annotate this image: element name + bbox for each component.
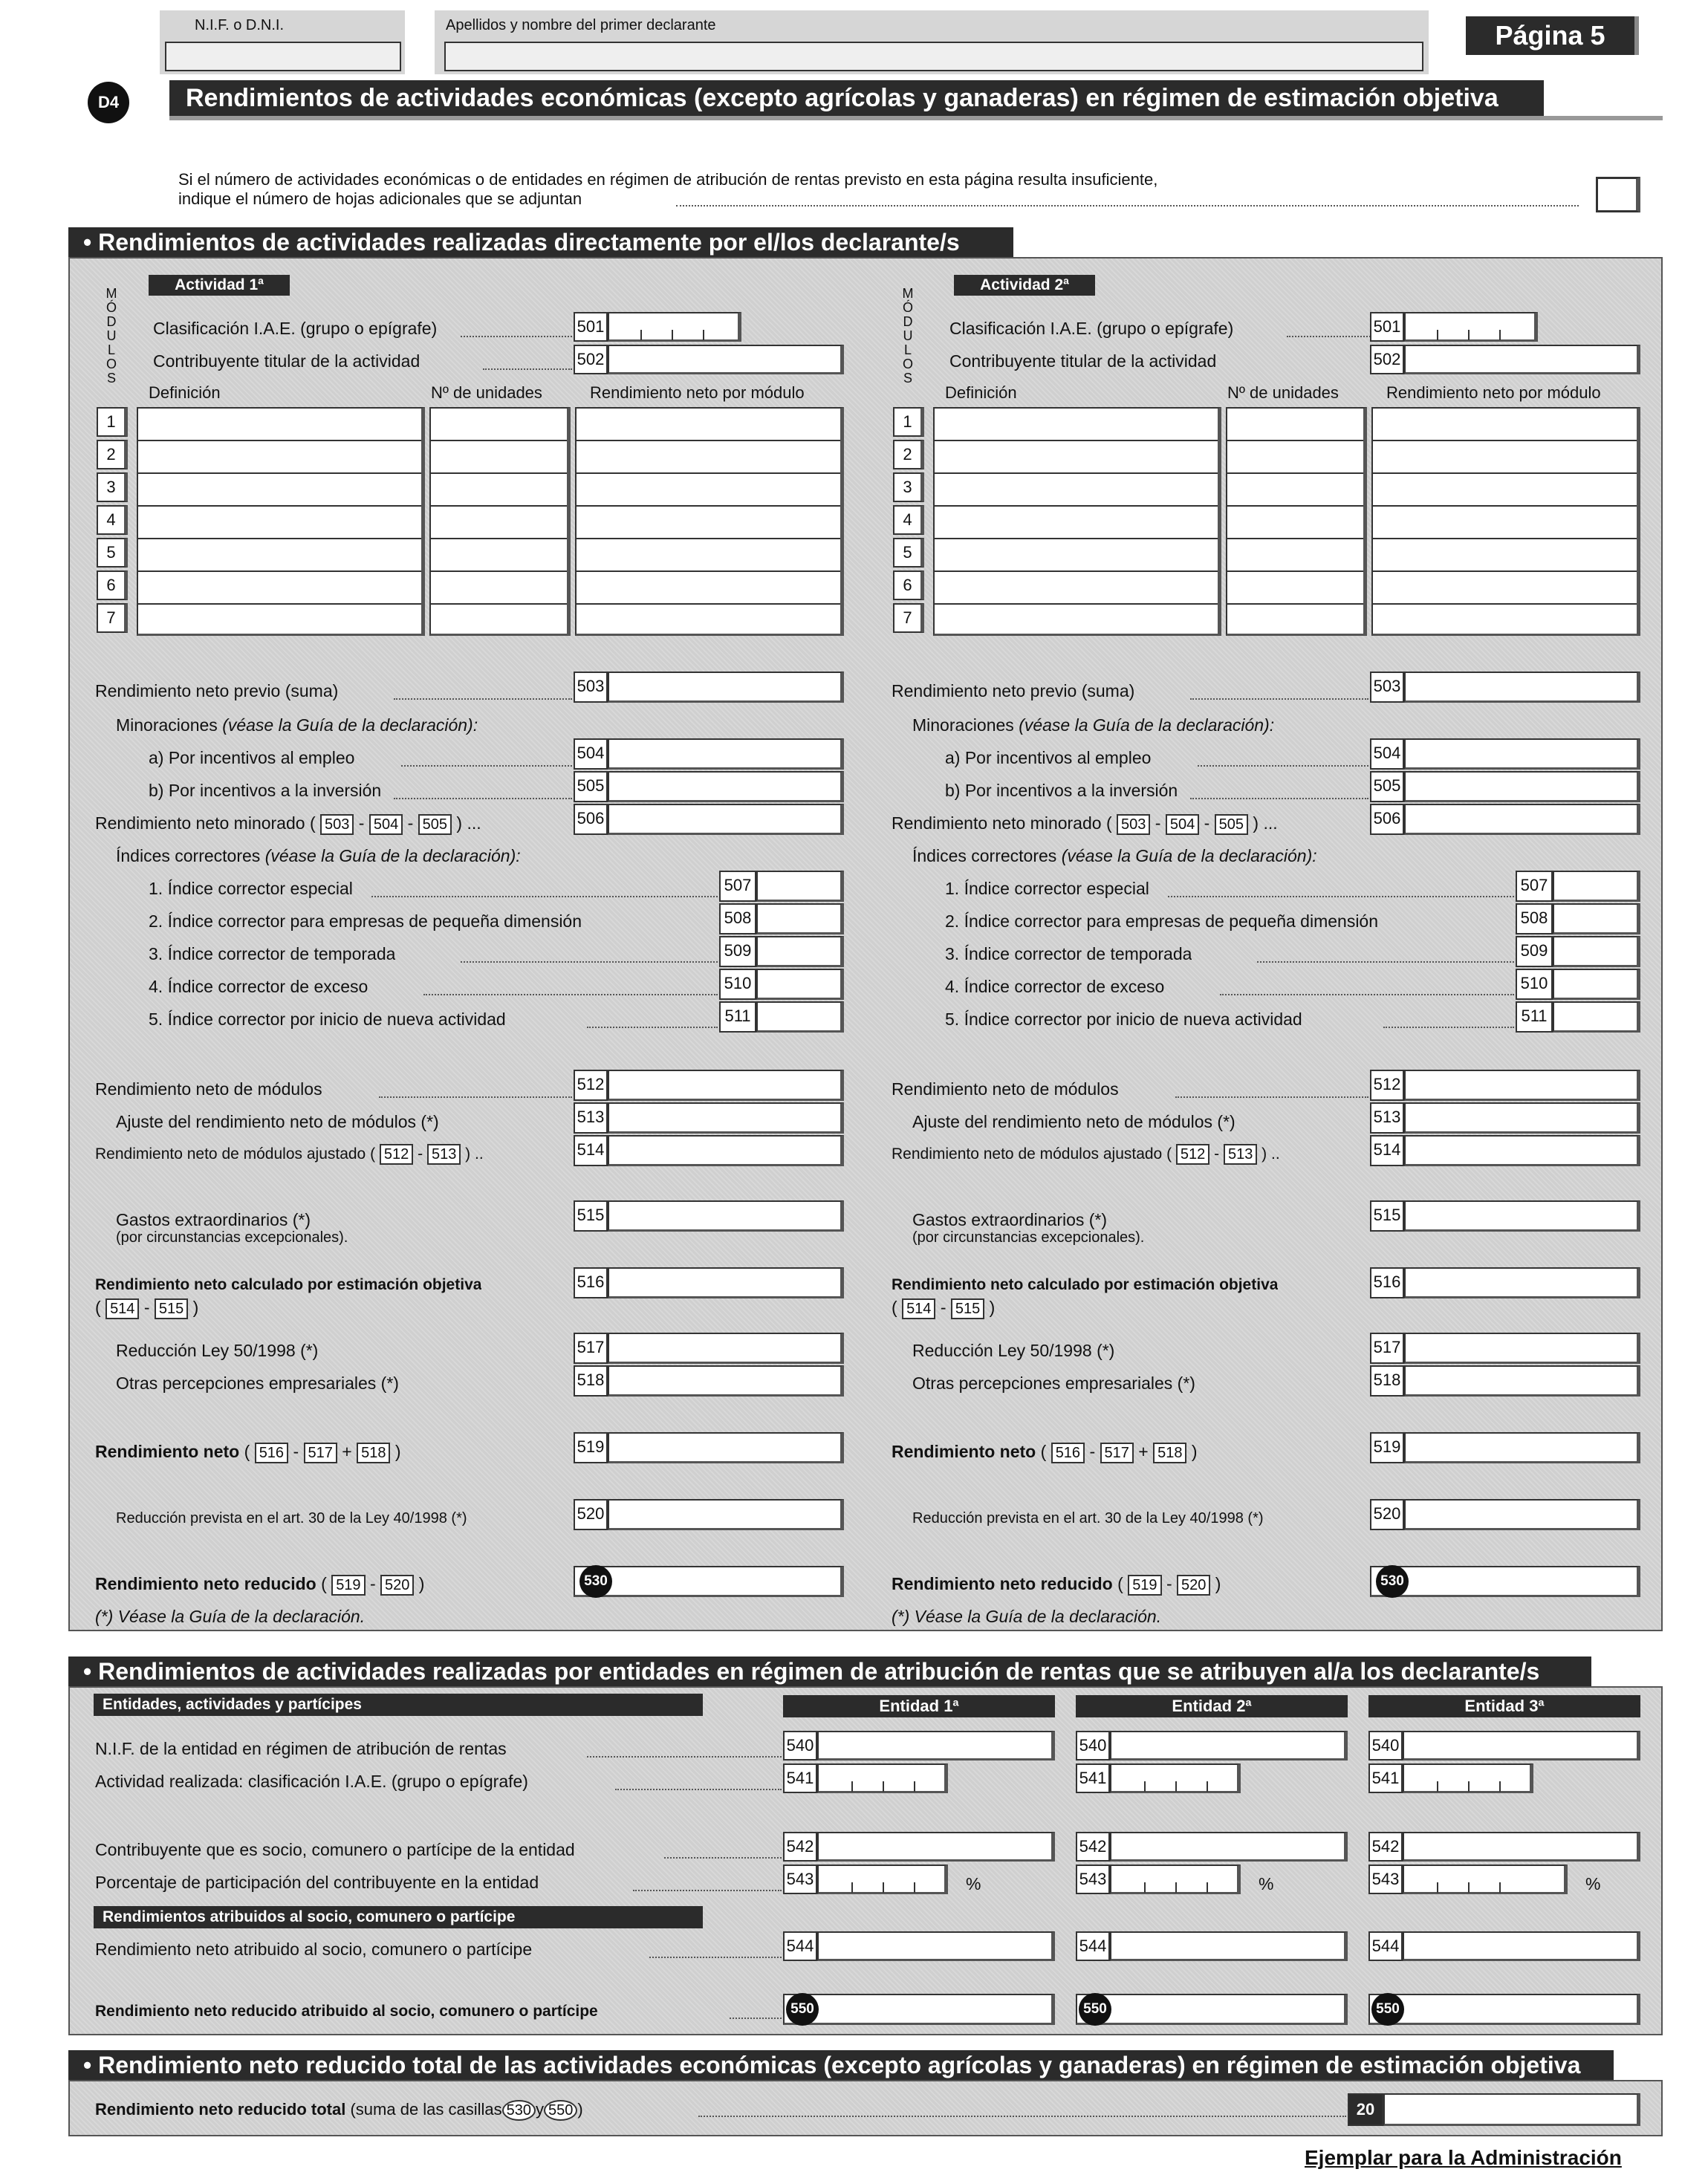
- reduccion-ley-label: Reducción Ley 50/1998 (*): [116, 1341, 319, 1360]
- code-530-badge: 530: [579, 1565, 612, 1598]
- code-544: 544: [1368, 1931, 1403, 1961]
- module-row-number: 4: [97, 505, 128, 535]
- code-540: 540: [783, 1731, 817, 1761]
- otras-label: Otras percepciones empresariales (*): [912, 1373, 1195, 1393]
- module-row-number: 3: [893, 472, 924, 502]
- definicion-column-field[interactable]: [137, 407, 425, 636]
- entity1-fields: [783, 0, 1080, 2080]
- code-517: 517: [1370, 1333, 1404, 1364]
- minoraciones-label: Minoraciones (véase la Guía de la declaración):: [912, 715, 1275, 735]
- idx3-label: 3. Índice corrector de temporada: [149, 944, 396, 963]
- entity-atribuido-label: Rendimiento neto atribuido al socio, comunero o partícipe: [95, 1940, 533, 1959]
- calculado-label: Rendimiento neto calculado por estimación objetiva: [892, 1276, 1279, 1293]
- code-513: 513: [574, 1102, 608, 1134]
- code-543: 543: [1076, 1864, 1110, 1894]
- percent-sign: %: [1259, 1874, 1274, 1893]
- code-540: 540: [1076, 1731, 1110, 1761]
- col-unidades: Nº de unidades: [431, 383, 542, 402]
- minorado-label: Rendimiento neto minorado ( 503 - 504 - 505 ) ...: [95, 813, 481, 835]
- code-520: 520: [574, 1499, 608, 1530]
- name-label: Apellidos y nombre del primer declarante: [446, 17, 716, 33]
- code-502: 502: [574, 345, 608, 374]
- code-541: 541: [1368, 1763, 1403, 1793]
- code-518: 518: [574, 1365, 608, 1397]
- titular-label: Contribuyente titular de la actividad: [949, 351, 1217, 371]
- entity-atribuido-field[interactable]: [1110, 1931, 1348, 1961]
- entity3-header: Entidad 3ª: [1368, 1695, 1640, 1717]
- module-row-number: 1: [97, 407, 128, 437]
- code-530-badge: 530: [1376, 1565, 1409, 1598]
- idx1-label: 1. Índice corrector especial: [149, 879, 353, 898]
- entity-atribuido-field[interactable]: [817, 1931, 1055, 1961]
- entity-nif-field[interactable]: [1110, 1731, 1348, 1761]
- code-544: 544: [1076, 1931, 1110, 1961]
- code-518: 518: [1370, 1365, 1404, 1397]
- entity2-header: Entidad 2ª: [1076, 1695, 1348, 1717]
- reducido-label: Rendimiento neto reducido ( 519 - 520 ): [95, 1573, 424, 1596]
- module-row-number: 5: [893, 538, 924, 568]
- idx2-label: 2. Índice corrector para empresas de pequeña dimensión: [149, 911, 582, 931]
- idx5-label: 5. Índice corrector por inicio de nueva actividad: [945, 1010, 1302, 1029]
- code-509: 509: [719, 936, 756, 967]
- empleo-label: a) Por incentivos al empleo: [149, 748, 355, 767]
- otras-label: Otras percepciones empresariales (*): [116, 1373, 399, 1393]
- code-541: 541: [783, 1763, 817, 1793]
- code-514: 514: [574, 1135, 608, 1166]
- code-506: 506: [574, 804, 608, 835]
- modulos-label: Rendimiento neto de módulos: [95, 1079, 322, 1099]
- idx4-label: 4. Índice corrector de exceso: [149, 977, 368, 996]
- bullet-icon: •: [83, 1658, 92, 1685]
- minoraciones-label: Minoraciones (véase la Guía de la declaración):: [116, 715, 478, 735]
- idx3-label: 3. Índice corrector de temporada: [945, 944, 1192, 963]
- code-543: 543: [783, 1864, 817, 1894]
- code-505: 505: [1370, 771, 1404, 802]
- module-row-number: 1: [893, 407, 924, 437]
- code-503: 503: [1370, 672, 1404, 703]
- iae-label: Clasificación I.A.E. (grupo o epígrafe): [153, 319, 438, 338]
- code-506: 506: [1370, 804, 1404, 835]
- reducido-label: Rendimiento neto reducido ( 519 - 520 ): [892, 1573, 1221, 1596]
- section3-title: [68, 2050, 1614, 2080]
- code-508: 508: [1516, 903, 1553, 934]
- code-550-badge: 550: [1371, 1993, 1404, 2026]
- previo-label: Rendimiento neto previo (suma): [95, 681, 339, 700]
- entity-reducido-field[interactable]: [1076, 1994, 1348, 2025]
- inversion-label: b) Por incentivos a la inversión: [945, 781, 1178, 800]
- minorado-label: Rendimiento neto minorado ( 503 - 504 - 505 ) ...: [892, 813, 1278, 835]
- intro-line1: Si el número de actividades económicas o de entidades en régimen de atribución de rentas previsto en esta página resulta insuficiente,: [178, 170, 1158, 189]
- total-field[interactable]: [1383, 2093, 1640, 2126]
- empleo-label: a) Por incentivos al empleo: [945, 748, 1152, 767]
- code-510: 510: [719, 969, 756, 1000]
- neto-label: Rendimiento neto ( 516 - 517 + 518 ): [892, 1441, 1198, 1463]
- calculado-formula: ( 514 - 515 ): [95, 1297, 198, 1319]
- activity2-title: Actividad 2ª: [954, 275, 1095, 296]
- nif-label: N.I.F. o D.N.I.: [195, 17, 285, 33]
- module-row-number: 3: [97, 472, 128, 502]
- code-542: 542: [1368, 1832, 1403, 1862]
- entity3-fields: [1368, 0, 1666, 2080]
- iae-label: Clasificación I.A.E. (grupo o epígrafe): [949, 319, 1234, 338]
- inversion-label: b) Por incentivos a la inversión: [149, 781, 382, 800]
- activity1-title: Actividad 1ª: [149, 275, 290, 296]
- module-row-number: 2: [97, 440, 128, 469]
- entity-atribuido-field[interactable]: [1403, 1931, 1640, 1961]
- total-label: Rendimiento neto reducido total (suma de las casillas 530 y 550 ): [95, 2099, 583, 2121]
- code-504: 504: [574, 738, 608, 770]
- entity2-fields: [1076, 0, 1373, 2080]
- idx1-label: 1. Índice corrector especial: [945, 879, 1149, 898]
- ajustado-label: Rendimiento neto de módulos ajustado ( 512 - 513 ) ..: [892, 1144, 1280, 1165]
- code-520: 520: [1370, 1499, 1404, 1530]
- section2-title-text: Rendimientos de actividades realizadas por entidades en régimen de atribución de rentas que se atribuyen al/a los declarante/s: [98, 1658, 1540, 1685]
- gastos-note: (por circunstancias excepcionales).: [116, 1229, 348, 1246]
- titular-label: Contribuyente titular de la actividad: [153, 351, 420, 371]
- iae-field[interactable]: [608, 312, 741, 342]
- section3-title-text: Rendimiento neto reducido total de las actividades económicas (excepto agrícolas y ganaderas) en régimen de estimación objetiva: [98, 2052, 1581, 2078]
- indices-label: Índices correctores (véase la Guía de la declaración):: [116, 846, 521, 865]
- code-542: 542: [1076, 1832, 1110, 1862]
- code-543: 543: [1368, 1864, 1403, 1894]
- gastos-note: (por circunstancias excepcionales).: [912, 1229, 1145, 1246]
- code-501: 501: [574, 312, 608, 342]
- modulos-label: Rendimiento neto de módulos: [892, 1079, 1119, 1099]
- gastos-label: Gastos extraordinarios (*): [116, 1210, 311, 1229]
- code-511: 511: [1516, 1001, 1553, 1033]
- col-definicion: Definición: [945, 383, 1017, 402]
- bullet-icon: •: [83, 229, 92, 256]
- nota-label: (*) Véase la Guía de la declaración.: [892, 1607, 1162, 1626]
- entity-porcentaje-field[interactable]: [1403, 1864, 1568, 1894]
- entity-reducido-field[interactable]: [783, 1994, 1055, 2025]
- page-title: Rendimientos de actividades económicas (excepto agrícolas y ganaderas) en régimen de estimación objetiva: [169, 80, 1544, 116]
- code-516: 516: [1370, 1267, 1404, 1298]
- entity-nif-label: N.I.F. de la entidad en régimen de atribución de rentas: [95, 1739, 507, 1758]
- entity-contribuyente-field[interactable]: [817, 1832, 1055, 1862]
- code-512: 512: [1370, 1070, 1404, 1101]
- activity1-column: [0, 0, 869, 1634]
- col-rendimiento: Rendimiento neto por módulo: [590, 383, 805, 402]
- code-511: 511: [719, 1001, 756, 1033]
- modulos-vertical: M Ó D U L O S: [105, 286, 117, 386]
- section1-title-text: Rendimientos de actividades realizadas directamente por el/los declarante/s: [98, 229, 960, 256]
- code-513: 513: [1370, 1102, 1404, 1134]
- ajuste-label: Ajuste del rendimiento neto de módulos (*): [912, 1112, 1235, 1131]
- code-510: 510: [1516, 969, 1553, 1000]
- bullet-icon: •: [83, 2052, 92, 2078]
- module-row-number: 7: [97, 603, 128, 633]
- nota-label: (*) Véase la Guía de la declaración.: [95, 1607, 366, 1626]
- entity-contribuyente-label: Contribuyente que es socio, comunero o partícipe de la entidad: [95, 1840, 575, 1859]
- code-517: 517: [574, 1333, 608, 1364]
- module-row-number: 5: [97, 538, 128, 568]
- idx5-label: 5. Índice corrector por inicio de nueva actividad: [149, 1010, 506, 1029]
- code-507: 507: [1516, 871, 1553, 902]
- idx2-label: 2. Índice corrector para empresas de pequeña dimensión: [945, 911, 1379, 931]
- code-541: 541: [1076, 1763, 1110, 1793]
- intro-line2: indique el número de hojas adicionales que se adjuntan: [178, 189, 582, 208]
- entity-porcentaje-label: Porcentaje de participación del contribuyente en la entidad: [95, 1873, 539, 1892]
- code-507: 507: [719, 871, 756, 902]
- code-509: 509: [1516, 936, 1553, 967]
- calculado-label: Rendimiento neto calculado por estimación objetiva: [95, 1276, 482, 1293]
- entity-contribuyente-field[interactable]: [1403, 1832, 1640, 1862]
- code-516: 516: [574, 1267, 608, 1298]
- module-row-number: 7: [893, 603, 924, 633]
- entity-reducido-label: Rendimiento neto reducido atribuido al socio, comunero o partícipe: [95, 2003, 598, 2020]
- reduccion-prevista-label: Reducción prevista en el art. 30 de la Ley 40/1998 (*): [116, 1510, 467, 1527]
- code-501: 501: [1370, 312, 1404, 342]
- code-550-badge: 550: [1079, 1993, 1111, 2026]
- entity-contribuyente-field[interactable]: [1110, 1832, 1348, 1862]
- modulos-vertical: M Ó D U L O S: [902, 286, 914, 386]
- copy-label: Ejemplar para la Administración: [1305, 2146, 1622, 2169]
- section-code-badge: D4: [88, 82, 129, 123]
- percent-sign: %: [966, 1874, 981, 1893]
- previo-label: Rendimiento neto previo (suma): [892, 681, 1135, 700]
- section2-sub2: Rendimientos atribuidos al socio, comunero o partícipe: [94, 1906, 703, 1928]
- entity-nif-field[interactable]: [1403, 1731, 1640, 1761]
- code-519: 519: [1370, 1432, 1404, 1463]
- reduccion-ley-label: Reducción Ley 50/1998 (*): [912, 1341, 1115, 1360]
- module-row-number: 2: [893, 440, 924, 469]
- code-515: 515: [1370, 1200, 1404, 1232]
- code-542: 542: [783, 1832, 817, 1862]
- entity-actividad-label: Actividad realizada: clasificación I.A.E. (grupo o epígrafe): [95, 1772, 528, 1791]
- module-row-number: 6: [97, 570, 128, 600]
- total-code: 20: [1348, 2093, 1383, 2126]
- ajuste-label: Ajuste del rendimiento neto de módulos (*): [116, 1112, 439, 1131]
- ajustado-label: Rendimiento neto de módulos ajustado ( 512 - 513 ) ..: [95, 1144, 484, 1165]
- page-label: Página 5: [1466, 16, 1639, 55]
- reduccion-prevista-label: Reducción prevista en el art. 30 de la Ley 40/1998 (*): [912, 1510, 1264, 1527]
- code-550-badge: 550: [786, 1993, 819, 2026]
- unidades-column-field[interactable]: [429, 407, 571, 636]
- code-508: 508: [719, 903, 756, 934]
- code-512: 512: [574, 1070, 608, 1101]
- calculado-formula: ( 514 - 515 ): [892, 1297, 995, 1319]
- entity-reducido-field[interactable]: [1368, 1994, 1640, 2025]
- entity1-header: Entidad 1ª: [783, 1695, 1055, 1717]
- code-514: 514: [1370, 1135, 1404, 1166]
- code-504: 504: [1370, 738, 1404, 770]
- percent-sign: %: [1585, 1874, 1601, 1893]
- gastos-label: Gastos extraordinarios (*): [912, 1210, 1108, 1229]
- col-rendimiento: Rendimiento neto por módulo: [1386, 383, 1601, 402]
- code-519: 519: [574, 1432, 608, 1463]
- code-544: 544: [783, 1931, 817, 1961]
- code-505: 505: [574, 771, 608, 802]
- code-502: 502: [1370, 345, 1404, 374]
- module-row-number: 6: [893, 570, 924, 600]
- col-definicion: Definición: [149, 383, 221, 402]
- col-unidades: Nº de unidades: [1227, 383, 1339, 402]
- section2-sub1: Entidades, actividades y partícipes: [94, 1694, 703, 1716]
- module-row-number: 4: [893, 505, 924, 535]
- entity-nif-field[interactable]: [817, 1731, 1055, 1761]
- code-540: 540: [1368, 1731, 1403, 1761]
- code-503: 503: [574, 672, 608, 703]
- indices-label: Índices correctores (véase la Guía de la declaración):: [912, 846, 1317, 865]
- neto-label: Rendimiento neto ( 516 - 517 + 518 ): [95, 1441, 401, 1463]
- code-515: 515: [574, 1200, 608, 1232]
- idx4-label: 4. Índice corrector de exceso: [945, 977, 1165, 996]
